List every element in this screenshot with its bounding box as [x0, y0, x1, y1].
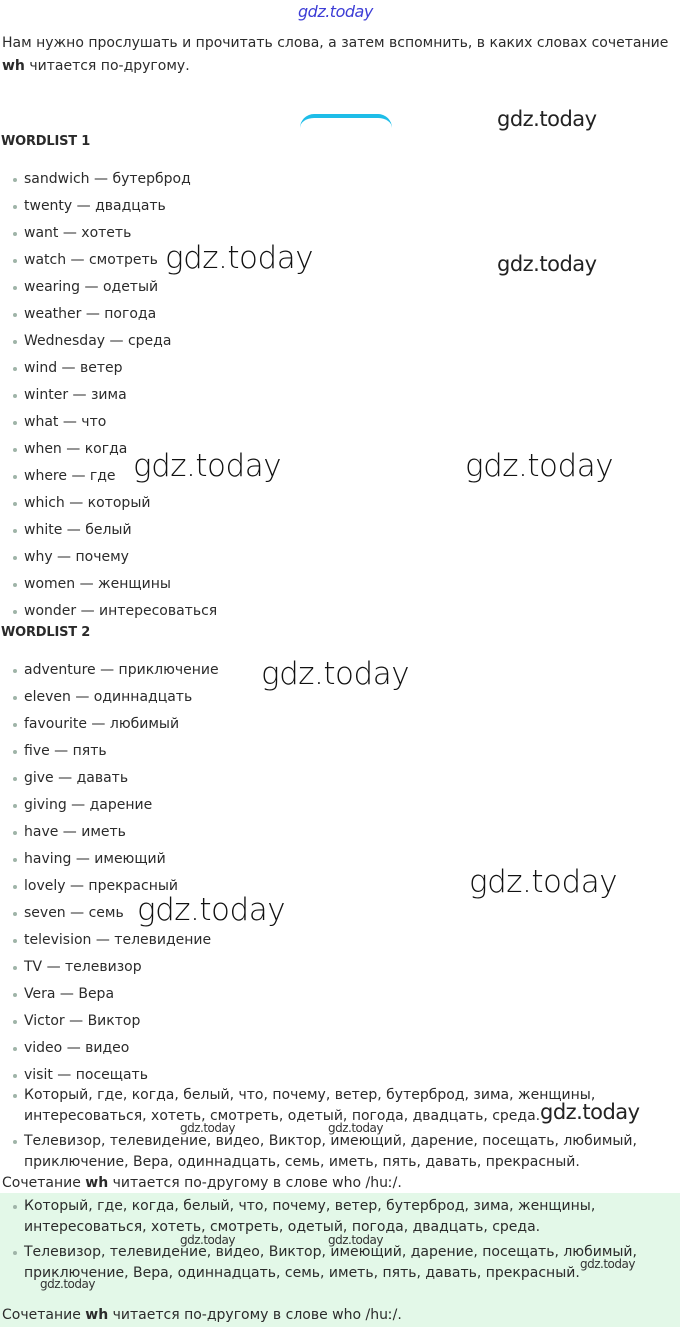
word-item: seven — семь	[0, 900, 219, 927]
summary-item: Который, где, когда, белый, что, почему, ветер, бутерброд, зима, женщины, интересоваться, хотеть, смотреть, одетый, погода, двадцать, среда.	[0, 1085, 672, 1127]
watermark: gdz.today	[328, 1121, 383, 1135]
word-item: white — белый	[0, 517, 217, 544]
word-item: five — пять	[0, 738, 219, 765]
intro-text	[2, 32, 678, 78]
summary-item: Телевизор, телевидение, видео, Виктор, имеющий, дарение, посещать, любимый, приключение, Вера, одиннадцать, семь, иметь, пять, давать, прекрасный.	[0, 1131, 672, 1173]
watermark: gdz.today	[497, 252, 597, 276]
watermark: gdz.today	[298, 2, 373, 21]
word-item: want — хотеть	[0, 220, 217, 247]
intro-text-part: Нам нужно прослушать и прочитать слова, а затем вспомнить, в каких словах сочетание	[2, 35, 669, 51]
word-item: wearing — одетый	[0, 274, 217, 301]
watermark: gdz.today	[165, 240, 314, 276]
word-item: women — женщины	[0, 571, 217, 598]
word-item: video — видео	[0, 1035, 219, 1062]
wordlist2	[0, 657, 219, 1089]
note-text-part: Сочетание	[2, 1307, 86, 1323]
wordlist2-title: WORDLIST 2	[1, 625, 91, 640]
word-item: favourite — любимый	[0, 711, 219, 738]
word-item: wonder — интересоваться	[0, 598, 217, 625]
word-item: Vera — Вера	[0, 981, 219, 1008]
watermark: gdz.today	[133, 448, 282, 484]
word-item: giving — дарение	[0, 792, 219, 819]
watermark: gdz.today	[180, 1233, 235, 1247]
word-item: weather — погода	[0, 301, 217, 328]
word-item: having — имеющий	[0, 846, 219, 873]
word-item: wind — ветер	[0, 355, 217, 382]
word-item: sandwich — бутерброд	[0, 166, 217, 193]
word-item: Wednesday — среда	[0, 328, 217, 355]
watermark: gdz.today	[580, 1257, 635, 1271]
word-item: where — где	[0, 463, 217, 490]
word-item: why — почему	[0, 544, 217, 571]
word-item: watch — смотреть	[0, 247, 217, 274]
note-bold: wh	[85, 1307, 109, 1323]
watermark: gdz.today	[137, 892, 286, 928]
word-item: which — который	[0, 490, 217, 517]
watermark: gdz.today	[40, 1277, 95, 1291]
word-item: television — телевидение	[0, 927, 219, 954]
word-item: eleven — одиннадцать	[0, 684, 219, 711]
answer-item: Который, где, когда, белый, что, почему, ветер, бутерброд, зима, женщины, интересоваться, хотеть, смотреть, одетый, погода, двадцать, среда.	[0, 1196, 672, 1238]
intro-text-part: читается по-другому.	[24, 58, 190, 74]
wordlist1-title: WORDLIST 1	[1, 134, 91, 149]
note-text-part: читается по-другому в слове who /huː/.	[108, 1175, 402, 1191]
decor-arc	[300, 114, 392, 128]
intro-bold: wh	[2, 58, 25, 74]
watermark: gdz.today	[180, 1121, 235, 1135]
note-bold: wh	[85, 1175, 109, 1191]
word-item: lovely — прекрасный	[0, 873, 219, 900]
watermark: gdz.today	[328, 1233, 383, 1247]
answer-note	[2, 1305, 402, 1325]
word-item: visit — посещать	[0, 1062, 219, 1089]
word-item: give — давать	[0, 765, 219, 792]
watermark: gdz.today	[469, 864, 618, 900]
word-item: winter — зима	[0, 382, 217, 409]
word-item: adventure — приключение	[0, 657, 219, 684]
summary-note	[2, 1173, 402, 1193]
word-item: what — что	[0, 409, 217, 436]
word-item: when — когда	[0, 436, 217, 463]
word-item: twenty — двадцать	[0, 193, 217, 220]
note-text-part: читается по-другому в слове who /huː/.	[108, 1307, 402, 1323]
watermark: gdz.today	[261, 656, 410, 692]
watermark: gdz.today	[465, 448, 614, 484]
word-item: TV — телевизор	[0, 954, 219, 981]
watermark: gdz.today	[540, 1100, 640, 1124]
answer-item: Телевизор, телевидение, видео, Виктор, имеющий, дарение, посещать, любимый, приключение, Вера, одиннадцать, семь, иметь, пять, давать, прекрасный.	[0, 1242, 672, 1284]
word-item: Victor — Виктор	[0, 1008, 219, 1035]
wordlist1	[0, 166, 217, 625]
word-item: have — иметь	[0, 819, 219, 846]
note-text-part: Сочетание	[2, 1175, 86, 1191]
watermark: gdz.today	[497, 107, 597, 131]
